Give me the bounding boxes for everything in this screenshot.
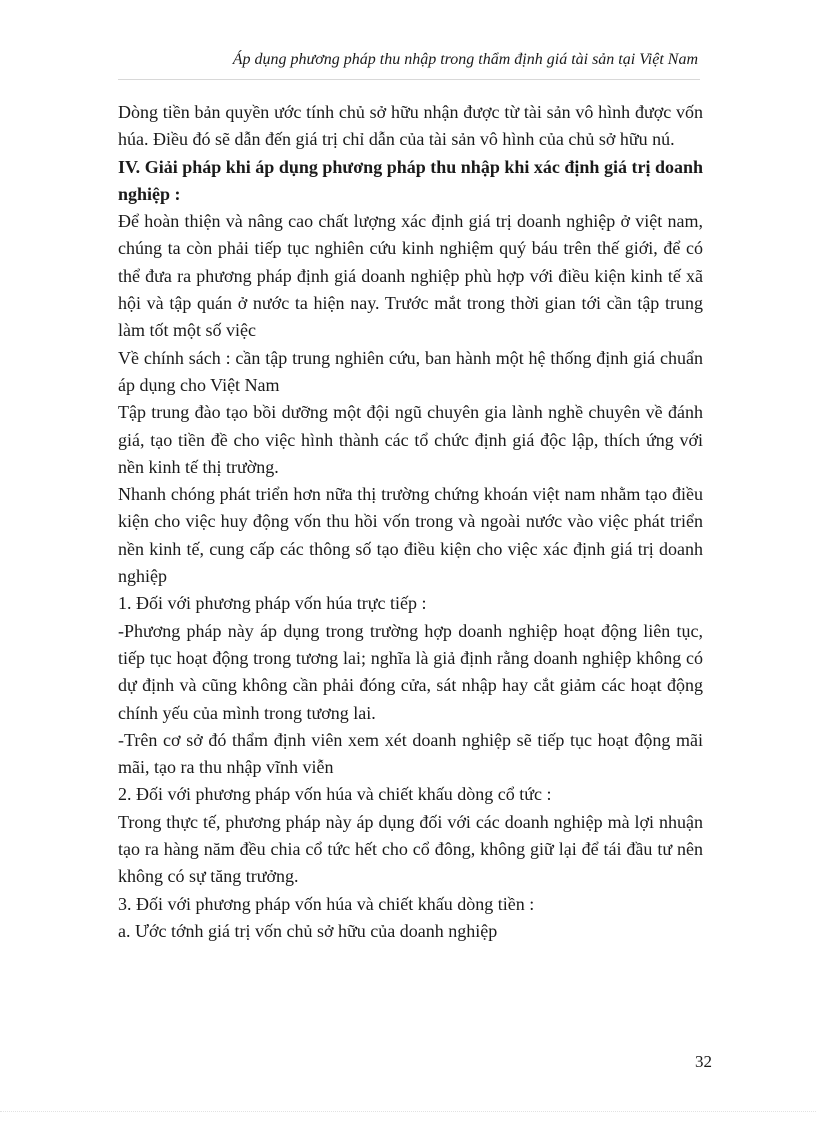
paragraph: Nhanh chóng phát triển hơn nữa thị trường chứng khoán việt nam nhằm tạo điều kiện cho việc huy động vốn thu hồi vốn trong và ngoài nước vào việc phát triển nền kinh tế, cung cấp các thông số tạo điều kiện cho việc xác định giá trị doanh nghiệp (118, 484, 703, 587)
subsection-heading: 2. Đối với phương pháp vốn húa và chiết khấu dòng cổ tức : (118, 784, 552, 805)
paragraph: Để hoàn thiện và nâng cao chất lượng xác định giá trị doanh nghiệp ở việt nam, chúng ta còn phải tiếp tục nghiên cứu kinh nghiệm quý báu trên thế giới, để có thể đưa ra phương pháp định giá doanh nghiệp phù hợp với điều kiện kinh tế xã hội và tập quán ở nước ta hiện nay. Trước mắt trong thời gian tới cần tập trung làm tốt một số việc (118, 211, 703, 341)
subsection-heading: 3. Đối với phương pháp vốn húa và chiết khấu dòng tiền : (118, 893, 535, 914)
page-bottom-border (0, 1111, 816, 1112)
paragraph: Về chính sách : cần tập trung nghiên cứu, ban hành một hệ thống định giá chuẩn áp dụng cho Việt Nam (118, 347, 703, 395)
running-header: Áp dụng phương pháp thu nhập trong thẩm định giá tài sản tại Việt Nam (232, 51, 698, 68)
paragraph: Trong thực tế, phương pháp này áp dụng đối với các doanh nghiệp mà lợi nhuận tạo ra hàng năm đều chia cổ tức hết cho cổ đông, không giữ lại để tái đầu tư nên không có sự tăng trưởng. (118, 811, 703, 887)
section-heading: IV. Giải pháp khi áp dụng phương pháp thu nhập khi xác định giá trị doanh nghiệp : (118, 156, 703, 204)
paragraph: -Trên cơ sở đó thẩm định viên xem xét doanh nghiệp sẽ tiếp tục hoạt động mãi mãi, tạo ra thu nhập vĩnh viễn (118, 729, 703, 778)
header-divider (118, 79, 700, 80)
paragraph: Dòng tiền bản quyền ước tính chủ sở hữu nhận được từ tài sản vô hình được vốn húa. Điều đó sẽ dẫn đến giá trị chỉ dẫn của tài sản vô hình của chủ sở hữu nú. (118, 102, 703, 150)
page-number: 32 (695, 1052, 712, 1071)
paragraph: Tập trung đào tạo bồi dưỡng một đội ngũ chuyên gia lành nghề chuyên về đánh giá, tạo tiền đề cho việc hình thành các tổ chức định giá độc lập, thích ứng với nền kinh tế thị trường. (118, 402, 703, 477)
subsection-heading: 1. Đối với phương pháp vốn húa trực tiếp : (118, 593, 427, 614)
paragraph: a. Ước tớnh giá trị vốn chủ sở hữu của doanh nghiệp (118, 920, 498, 941)
body-text (118, 99, 703, 945)
paragraph: -Phương pháp này áp dụng trong trường hợp doanh nghiệp hoạt động liên tục, tiếp tục hoạt động trong tương lai; nghĩa là giả định rằng doanh nghiệp không có dự định và cũng không cần phải đóng cửa, sát nhập hay cắt giảm các hoạt động chính yếu của mình trong tương lai. (118, 620, 703, 723)
